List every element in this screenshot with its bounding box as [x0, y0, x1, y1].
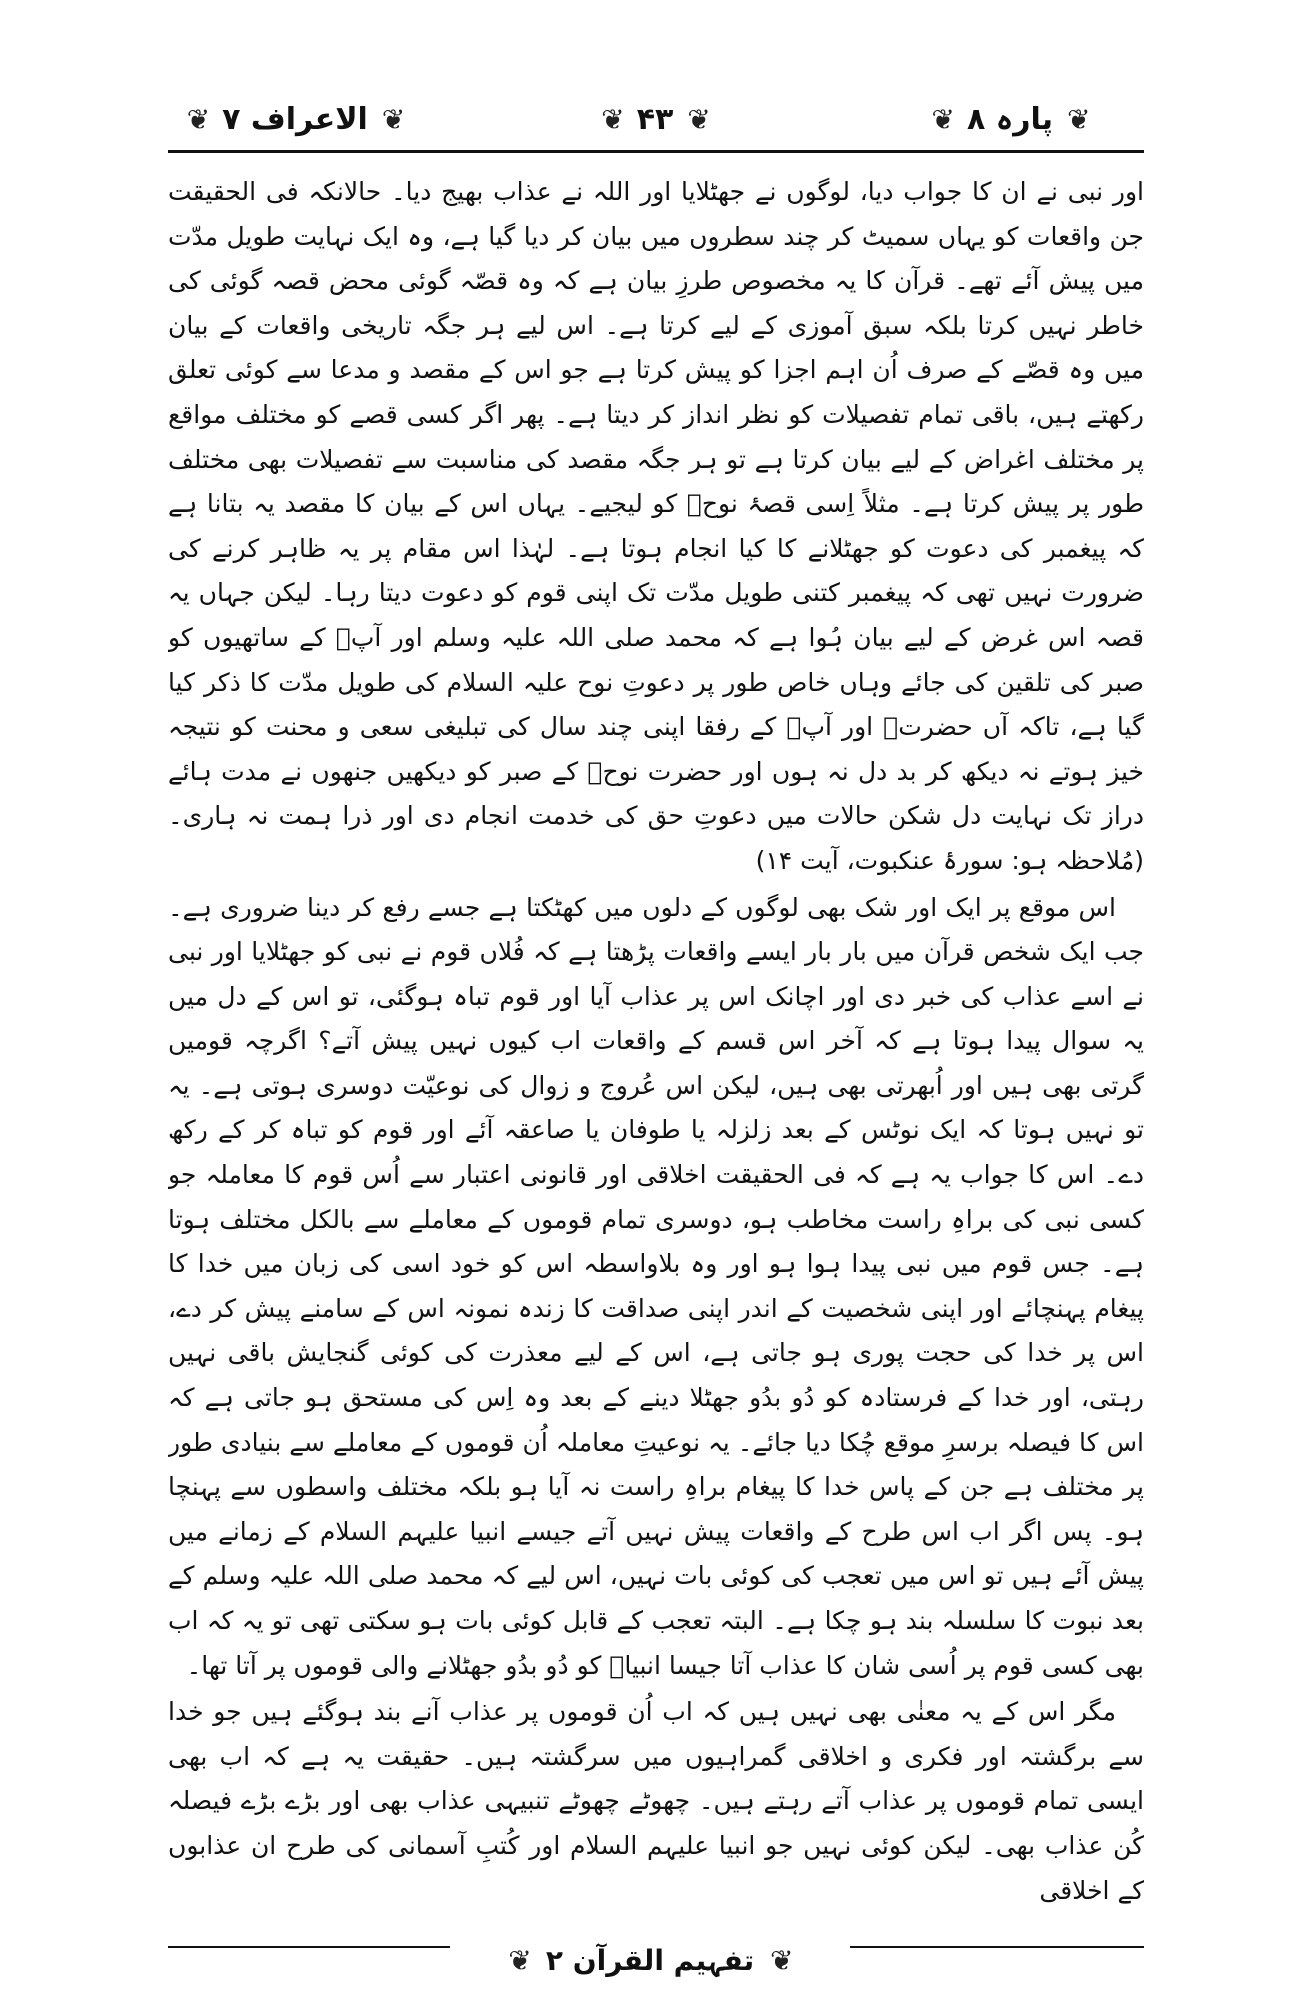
- juz-label-box: [895, 94, 1125, 144]
- flourish-icon: ❦: [508, 1943, 530, 1977]
- flourish-icon: ❦: [770, 1943, 792, 1977]
- page-footer: [450, 1930, 850, 1990]
- flourish-icon: ❦: [687, 102, 709, 136]
- page-header: [165, 86, 1145, 156]
- paragraph: اس موقع پر ایک اور شک بھی لوگوں کے دلوں میں کھٹکتا ہے جسے رفع کر دینا ضروری ہے۔ جب ایک شخص قرآن میں بار بار ایسے واقعات پڑھتا ہے کہ فُلاں قوم نے نبی کو جھٹلایا اور نبی نے اسے عذاب کی خبر دی اور اچانک اس پر عذاب آیا اور قوم تباہ ہوگئی، تو اس کے دل میں یہ سوال پیدا ہوتا ہے کہ آخر اس قسم کے واقعات اب کیوں نہیں پیش آتے؟ اگرچہ قومیں گرتی بھی ہیں اور اُبھرتی بھی ہیں، لیکن اس عُروج و زوال کی نوعیّت دوسری ہوتی ہے۔ یہ تو نہیں ہوتا کہ ایک نوٹس کے بعد زلزلہ یا طوفان یا صاعقہ آئے اور قوم کو تباہ کر کے رکھ دے۔ اس کا جواب یہ ہے کہ فی الحقیقت اخلاقی اور قانونی اعتبار سے اُس قوم کا معاملہ جو کسی نبی کی براہِ راست مخاطب ہو، دوسری تمام قوموں کے معاملے سے بالکل مختلف ہوتا ہے۔ جس قوم میں نبی پیدا ہوا ہو اور وہ بلاواسطہ اس کو خود اسی کی زبان میں خدا کا پیغام پہنچائے اور اپنی شخصیت کے اندر اپنی صداقت کا زندہ نمونہ اس کے سامنے پیش کر دے، اس پر خدا کی حجت پوری ہو جاتی ہے، اس کے لیے معذرت کی کوئی گنجایش باقی نہیں رہتی، اور خدا کے فرستادہ کو دُو بدُو جھٹلا دینے کے بعد وہ اِس کی مستحق ہو جاتی ہے کہ اس کا فیصلہ برسرِ موقع چُکا دیا جائے۔ یہ نوعیتِ معاملہ اُن قوموں کے معاملے سے بنیادی طور پر مختلف ہے جن کے پاس خدا کا پیغام براہِ راست نہ آیا ہو بلکہ مختلف واسطوں سے پہنچا ہو۔ پس اگر اب اس طرح کے واقعات پیش نہیں آتے جیسے انبیا علیہم السلام کے زمانے میں پیش آئے ہیں تو اس میں تعجب کی کوئی بات نہیں، اس لیے کہ محمد صلی اللہ علیہ وسلم کے بعد نبوت کا سلسلہ بند ہو چکا ہے۔ البتہ تعجب کے قابل کوئی بات ہو سکتی تھی تو یہ کہ اب بھی کسی قوم پر اُسی شان کا عذاب آتا جیسا انبیاؑ کو دُو بدُو جھٹلانے والی قوموں پر آتا تھا۔: [168, 892, 1144, 1680]
- page-number-box: [555, 94, 755, 144]
- body-text: [168, 170, 1144, 1935]
- flourish-icon: ❦: [601, 102, 623, 136]
- header-divider: [168, 150, 1144, 153]
- flourish-icon: ❦: [381, 102, 404, 136]
- flourish-icon: ❦: [931, 102, 953, 136]
- surah-label: الاعراف ۷: [222, 101, 368, 137]
- paragraph: مگر اس کے یہ معنٰی بھی نہیں ہیں کہ اب اُن قوموں پر عذاب آنے بند ہوگئے ہیں جو خدا سے برگشتہ اور فکری و اخلاقی گمراہیوں میں سرگشتہ ہیں۔ حقیقت یہ ہے کہ اب بھی ایسی تمام قوموں پر عذاب آتے رہتے ہیں۔ چھوٹے چھوٹے تنبیہی عذاب بھی اور بڑے بڑے فیصلہ کُن عذاب بھی۔ لیکن کوئی نہیں جو انبیا علیہم السلام اور کُتبِ آسمانی کی طرح ان عذابوں کے اخلاقی: [168, 1697, 1144, 1905]
- flourish-icon: ❦: [186, 102, 209, 136]
- page-number: ۴۳: [636, 101, 674, 137]
- paragraph: اور نبی نے ان کا جواب دیا، لوگوں نے جھٹلایا اور اللہ نے عذاب بھیج دیا۔ حالانکہ فی الحقیقت جن واقعات کو یہاں سمیٹ کر چند سطروں میں بیان کر دیا گیا ہے، وہ ایک نہایت طویل مدّت میں پیش آئے تھے۔ قرآن کا یہ مخصوص طرزِ بیان ہے کہ وہ قصّہ گوئی محض قصہ گوئی کی خاطر نہیں کرتا بلکہ سبق آموزی کے لیے کرتا ہے۔ اس لیے ہر جگہ تاریخی واقعات کے بیان میں وہ قصّے کے صرف اُن اہم اجزا کو پیش کرتا ہے جو اس کے مقصد و مدعا سے کوئی تعلق رکھتے ہیں، باقی تمام تفصیلات کو نظر انداز کر دیتا ہے۔ پھر اگر کسی قصے کو مختلف مواقع پر مختلف اغراض کے لیے بیان کرتا ہے تو ہر جگہ مقصد کی مناسبت سے تفصیلات بھی مختلف طور پر پیش کرتا ہے۔ مثلاً اِسی قصۂ نوحؑ کو لیجیے۔ یہاں اس کے بیان کا مقصد یہ بتانا ہے کہ پیغمبر کی دعوت کو جھٹلانے کا کیا انجام ہوتا ہے۔ لہٰذا اس مقام پر یہ ظاہر کرنے کی ضرورت نہیں تھی کہ پیغمبر کتنی طویل مدّت تک اپنی قوم کو دعوت دیتا رہا۔ لیکن جہاں یہ قصہ اس غرض کے لیے بیان ہُوا ہے کہ محمد صلی اللہ علیہ وسلم اور آپؐ کے ساتھیوں کو صبر کی تلقین کی جائے وہاں خاص طور پر دعوتِ نوح علیہ السلام کی طویل مدّت کا ذکر کیا گیا ہے، تاکہ آں حضرتؐ اور آپؐ کے رفقا اپنی چند سال کی تبلیغی سعی و محنت کو نتیجہ خیز ہوتے نہ دیکھ کر بد دل نہ ہوں اور حضرت نوحؑ کے صبر کو دیکھیں جنھوں نے مدت ہائے دراز تک نہایت دل شکن حالات میں دعوتِ حق کی خدمت انجام دی اور ذرا ہمت نہ ہاری۔ (مُلاحظہ ہو: سورۂ عنکبوت، آیت ۱۴): [168, 177, 1144, 875]
- flourish-icon: ❦: [1067, 102, 1089, 136]
- juz-label: پارہ ۸: [966, 101, 1054, 137]
- surah-label-box: [175, 94, 415, 144]
- book-title: تفہیم القرآن ۲: [545, 1943, 755, 1977]
